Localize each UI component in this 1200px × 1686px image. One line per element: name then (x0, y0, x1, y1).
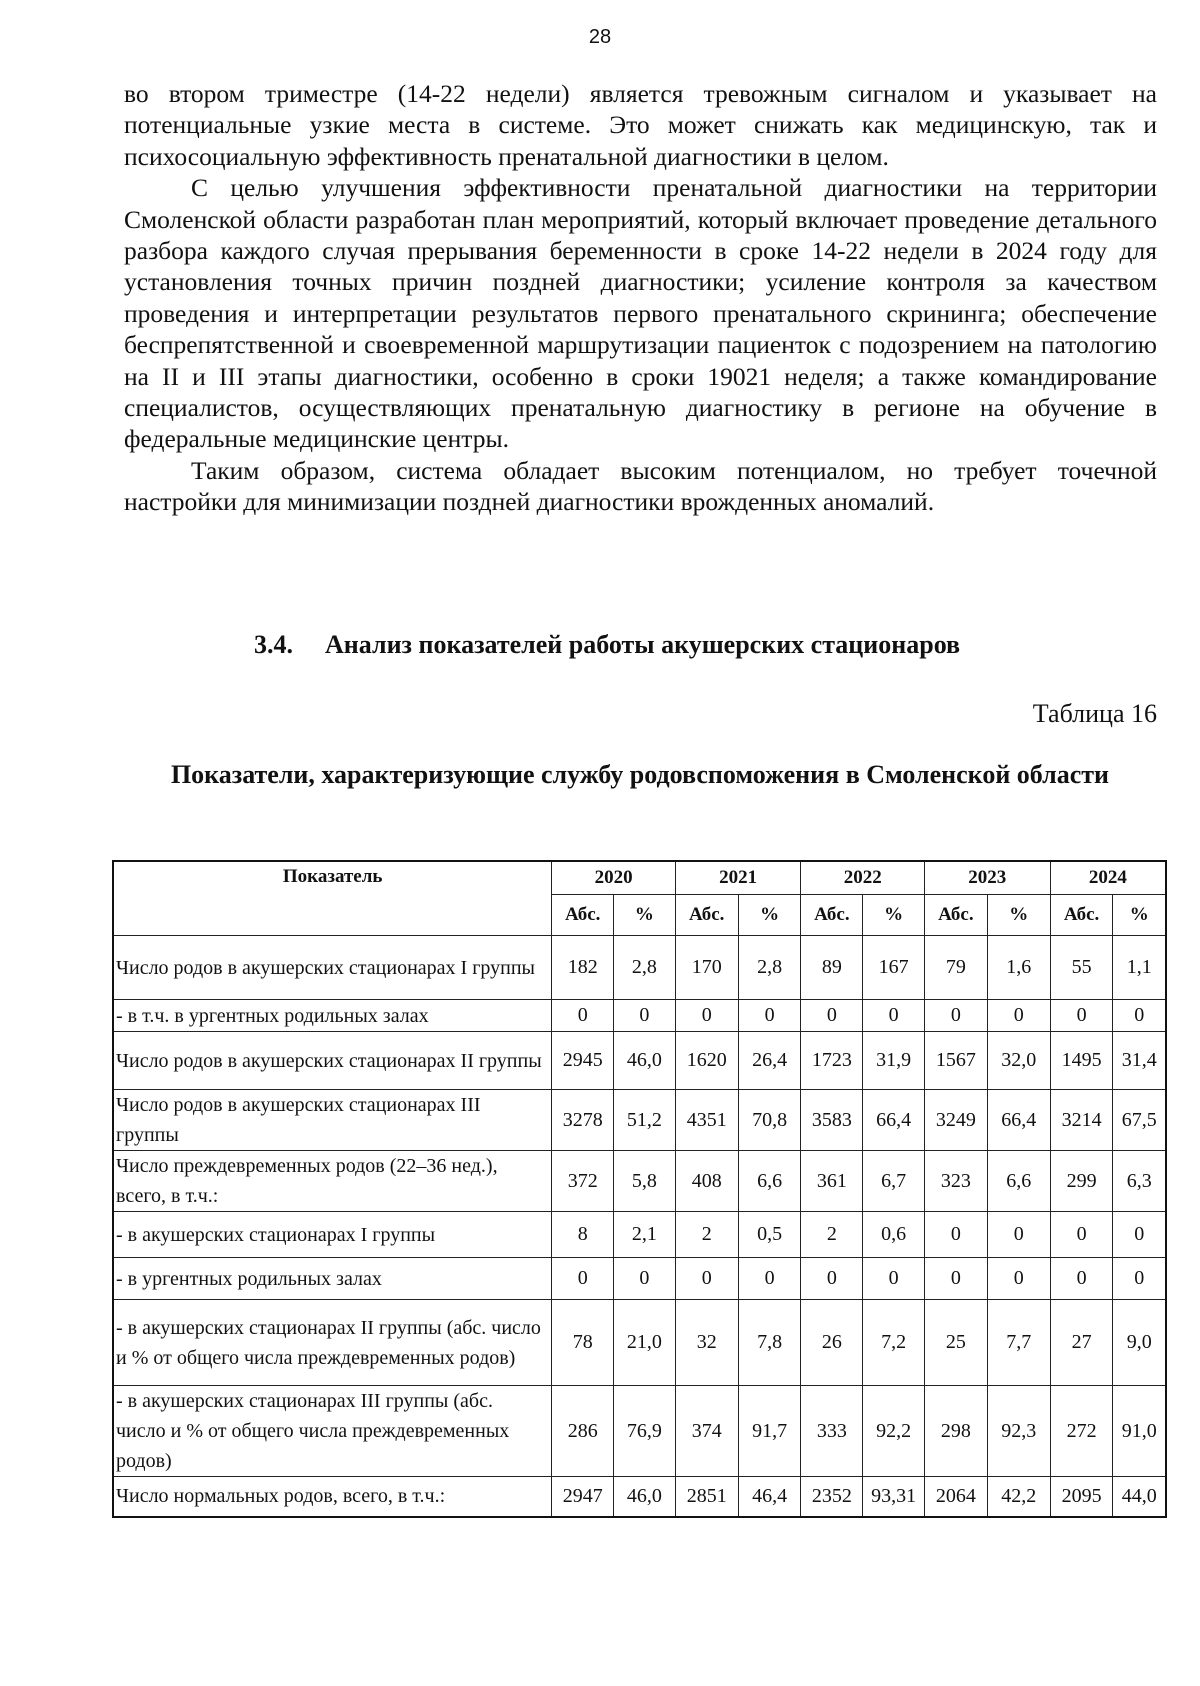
abs-value-cell: 1723 (801, 1032, 863, 1090)
pct-value-cell: 76,9 (614, 1386, 676, 1477)
pct-value-cell: 9,0 (1113, 1300, 1166, 1386)
pct-header: % (1113, 895, 1166, 936)
abs-value-cell: 0 (1050, 1000, 1113, 1032)
pct-value-cell: 31,4 (1113, 1032, 1166, 1090)
abs-value-cell: 8 (552, 1212, 614, 1258)
pct-value-cell: 5,8 (614, 1151, 676, 1212)
pct-value-cell: 0 (1113, 1258, 1166, 1300)
pct-value-cell: 6,6 (738, 1151, 801, 1212)
abs-value-cell: 0 (552, 1258, 614, 1300)
abs-value-cell: 0 (1050, 1258, 1113, 1300)
pct-value-cell: 0 (1113, 1212, 1166, 1258)
pct-value-cell: 67,5 (1113, 1090, 1166, 1151)
abs-value-cell: 1567 (924, 1032, 987, 1090)
paragraph: С целью улучшения эффективности пренатальной диагностики на территории Смоленской области разработан план мероприятий, который включает проведение детального разбора каждого случая прерывания беременности в сроке 14-22 недели в 2024 году для установления точных причин поздней диагностики; усиление контроля за качеством проведения и интерпретации результатов первого пренатального скрининга; обеспечение беспрепятственной и своевременной маршрутизации пациенток с подозрением на патологию на II и III этапы диагностики, особенно в сроки 19021 неделя; а также командирование специалистов, осуществляющих пренатальную диагностику в регионе на обучение в федеральные медицинские центры. (124, 173, 1157, 454)
pct-value-cell: 2,1 (614, 1212, 676, 1258)
indicator-header: Показатель (113, 861, 552, 936)
abs-value-cell: 299 (1050, 1151, 1113, 1212)
abs-value-cell: 2352 (801, 1477, 863, 1517)
abs-value-cell: 1620 (675, 1032, 738, 1090)
abs-value-cell: 272 (1050, 1386, 1113, 1477)
abs-value-cell: 298 (924, 1386, 987, 1477)
abs-value-cell: 89 (801, 936, 863, 1000)
pct-value-cell: 0,5 (738, 1212, 801, 1258)
body-text (124, 78, 1157, 518)
pct-header: % (738, 895, 801, 936)
abs-value-cell: 2945 (552, 1032, 614, 1090)
paragraph: Таким образом, система обладает высоким потенциалом, но требует точечной настройки для минимизации поздней диагностики врожденных аномалий. (124, 455, 1157, 517)
table-row (113, 1032, 1166, 1090)
pct-value-cell: 167 (863, 936, 925, 1000)
section-heading (254, 630, 960, 660)
pct-value-cell: 46,0 (614, 1032, 676, 1090)
abs-value-cell: 0 (552, 1000, 614, 1032)
abs-value-cell: 2 (801, 1212, 863, 1258)
year-header: 2020 (552, 861, 675, 895)
table-caption: Таблица 16 (1032, 699, 1157, 728)
pct-value-cell: 0 (987, 1258, 1050, 1300)
row-label: Число нормальных родов, всего, в т.ч.: (113, 1477, 552, 1517)
pct-header: % (614, 895, 676, 936)
table-row (113, 1258, 1166, 1300)
abs-header: Абс. (1050, 895, 1113, 936)
abs-value-cell: 0 (675, 1000, 738, 1032)
table-row (113, 936, 1166, 1000)
row-label: - в ургентных родильных залах (113, 1258, 552, 1300)
abs-value-cell: 0 (1050, 1212, 1113, 1258)
pct-value-cell: 0 (863, 1000, 925, 1032)
pct-value-cell: 91,7 (738, 1386, 801, 1477)
table-row (113, 1000, 1166, 1032)
abs-value-cell: 1495 (1050, 1032, 1113, 1090)
abs-value-cell: 0 (924, 1000, 987, 1032)
abs-value-cell: 372 (552, 1151, 614, 1212)
year-header: 2022 (801, 861, 924, 895)
abs-value-cell: 2095 (1050, 1477, 1113, 1517)
pct-value-cell: 70,8 (738, 1090, 801, 1151)
pct-value-cell: 46,0 (614, 1477, 676, 1517)
abs-value-cell: 25 (924, 1300, 987, 1386)
row-label: Число родов в акушерских стационарах I группы (113, 936, 552, 1000)
pct-value-cell: 0 (1113, 1000, 1166, 1032)
pct-value-cell: 91,0 (1113, 1386, 1166, 1477)
table-row (113, 1477, 1166, 1517)
row-label: Число преждевременных родов (22–36 нед.), всего, в т.ч.: (113, 1151, 552, 1212)
abs-header: Абс. (924, 895, 987, 936)
table-row (113, 1151, 1166, 1212)
abs-value-cell: 408 (675, 1151, 738, 1212)
pct-header: % (863, 895, 925, 936)
abs-value-cell: 2851 (675, 1477, 738, 1517)
pct-value-cell: 46,4 (738, 1477, 801, 1517)
section-title: Анализ показателей работы акушерских стационаров (325, 630, 961, 659)
row-label: - в т.ч. в ургентных родильных залах (113, 1000, 552, 1032)
pct-value-cell: 0 (738, 1258, 801, 1300)
row-label: Число родов в акушерских стационарах III группы (113, 1090, 552, 1151)
pct-value-cell: 92,3 (987, 1386, 1050, 1477)
row-label: - в акушерских стационарах I группы (113, 1212, 552, 1258)
pct-value-cell: 0 (863, 1258, 925, 1300)
section-number: 3.4. (254, 630, 293, 659)
pct-value-cell: 66,4 (987, 1090, 1050, 1151)
abs-value-cell: 0 (924, 1212, 987, 1258)
abs-value-cell: 0 (924, 1258, 987, 1300)
pct-value-cell: 6,3 (1113, 1151, 1166, 1212)
abs-value-cell: 2947 (552, 1477, 614, 1517)
year-header: 2023 (924, 861, 1050, 895)
pct-value-cell: 1,6 (987, 936, 1050, 1000)
pct-value-cell: 44,0 (1113, 1477, 1166, 1517)
pct-value-cell: 21,0 (614, 1300, 676, 1386)
table-row (113, 1090, 1166, 1151)
year-header: 2024 (1050, 861, 1166, 895)
abs-value-cell: 2064 (924, 1477, 987, 1517)
abs-value-cell: 3278 (552, 1090, 614, 1151)
abs-value-cell: 182 (552, 936, 614, 1000)
abs-value-cell: 361 (801, 1151, 863, 1212)
abs-value-cell: 0 (675, 1258, 738, 1300)
pct-value-cell: 92,2 (863, 1386, 925, 1477)
abs-value-cell: 286 (552, 1386, 614, 1477)
pct-value-cell: 0 (614, 1000, 676, 1032)
abs-value-cell: 333 (801, 1386, 863, 1477)
pct-value-cell: 6,7 (863, 1151, 925, 1212)
abs-value-cell: 55 (1050, 936, 1113, 1000)
table-row (113, 1300, 1166, 1386)
paragraph: во втором триместре (14-22 недели) является тревожным сигналом и указывает на потенциальные узкие места в системе. Это может снижать как медицинскую, так и психосоциальную эффективность пренатальной диагностики в целом. (124, 79, 1157, 171)
table-header-years (113, 861, 1166, 895)
pct-value-cell: 1,1 (1113, 936, 1166, 1000)
pct-value-cell: 31,9 (863, 1032, 925, 1090)
abs-header: Абс. (801, 895, 863, 936)
abs-value-cell: 27 (1050, 1300, 1113, 1386)
table-title: Показатели, характеризующие службу родовспоможения в Смоленской области (170, 760, 1110, 789)
abs-value-cell: 323 (924, 1151, 987, 1212)
pct-value-cell: 7,8 (738, 1300, 801, 1386)
abs-value-cell: 78 (552, 1300, 614, 1386)
abs-value-cell: 0 (801, 1000, 863, 1032)
abs-value-cell: 3583 (801, 1090, 863, 1151)
pct-value-cell: 2,8 (738, 936, 801, 1000)
row-label: - в акушерских стационарах III группы (абс. число и % от общего числа преждевременных родов) (113, 1386, 552, 1477)
table-body (113, 936, 1166, 1517)
pct-value-cell: 2,8 (614, 936, 676, 1000)
abs-value-cell: 26 (801, 1300, 863, 1386)
row-label: - в акушерских стационарах II группы (абс. число и % от общего числа преждевременных родов) (113, 1300, 552, 1386)
abs-value-cell: 3214 (1050, 1090, 1113, 1151)
pct-value-cell: 51,2 (614, 1090, 676, 1151)
abs-value-cell: 374 (675, 1386, 738, 1477)
pct-value-cell: 0 (987, 1000, 1050, 1032)
abs-value-cell: 3249 (924, 1090, 987, 1151)
pct-value-cell: 0 (987, 1212, 1050, 1258)
year-header: 2021 (675, 861, 801, 895)
pct-value-cell: 32,0 (987, 1032, 1050, 1090)
pct-header: % (987, 895, 1050, 936)
pct-value-cell: 0,6 (863, 1212, 925, 1258)
abs-header: Абс. (675, 895, 738, 936)
pct-value-cell: 66,4 (863, 1090, 925, 1151)
abs-value-cell: 4351 (675, 1090, 738, 1151)
pct-value-cell: 0 (738, 1000, 801, 1032)
page-number: 28 (588, 26, 612, 48)
pct-value-cell: 0 (614, 1258, 676, 1300)
indicators-table (112, 860, 1167, 1518)
pct-value-cell: 7,7 (987, 1300, 1050, 1386)
abs-value-cell: 79 (924, 936, 987, 1000)
abs-value-cell: 32 (675, 1300, 738, 1386)
abs-value-cell: 0 (801, 1258, 863, 1300)
abs-value-cell: 2 (675, 1212, 738, 1258)
pct-value-cell: 7,2 (863, 1300, 925, 1386)
row-label: Число родов в акушерских стационарах II группы (113, 1032, 552, 1090)
abs-header: Абс. (552, 895, 614, 936)
table-row (113, 1212, 1166, 1258)
pct-value-cell: 42,2 (987, 1477, 1050, 1517)
table-row (113, 1386, 1166, 1477)
pct-value-cell: 93,31 (863, 1477, 925, 1517)
pct-value-cell: 6,6 (987, 1151, 1050, 1212)
abs-value-cell: 170 (675, 936, 738, 1000)
pct-value-cell: 26,4 (738, 1032, 801, 1090)
